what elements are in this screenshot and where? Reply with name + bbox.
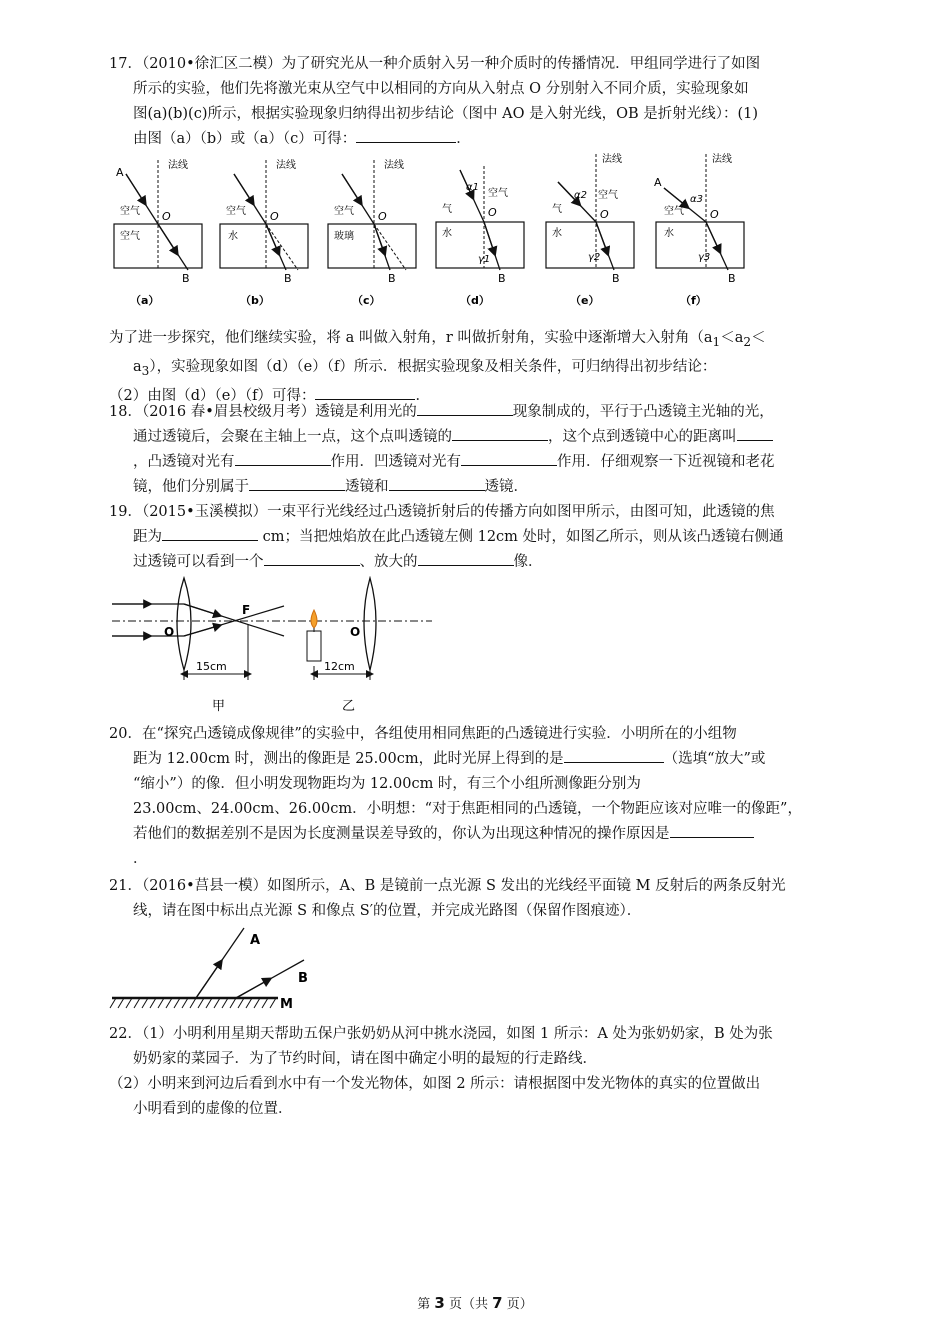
answer-blank[interactable] (235, 451, 331, 466)
answer-blank[interactable] (162, 526, 258, 541)
medium-bottom-label: 空气 (120, 231, 140, 242)
q21-line: 线，请在图中标出点光源 S 和像点 S′的位置，并完成光路图（保留作图痕迹）． (133, 903, 642, 919)
q17-line: 所示的实验，他们先将激光束从空气中以相同的方向从入射点 O 分别射入不同介质，实验现象如 (133, 81, 749, 97)
q18-line: 通过透镜后，会聚在主轴上一点，这个点叫透镜的 ，这个点到透镜中心的距离叫 (109, 425, 844, 450)
answer-blank[interactable] (564, 748, 664, 763)
q17-line: 由图（a）（b）或（a）（c）可得： ． (109, 127, 844, 152)
label-A: A (250, 933, 261, 948)
figure-d (436, 166, 524, 307)
total-pages: 7 (492, 1294, 503, 1312)
question-18 (109, 400, 844, 500)
page-number: 3 (434, 1294, 445, 1312)
center-O-label: O (164, 625, 175, 639)
q20-line: “缩小”）的像．但小明发现物距均为 12.00cm 时，有三个小组所测像距分别为 (133, 776, 641, 792)
gamma3-label: γ3 (698, 252, 711, 263)
caption-d: （d） (460, 294, 490, 307)
answer-blank[interactable] (315, 385, 415, 400)
q19-line: 过透镜可以看到一个 、放大的 像． (109, 550, 844, 575)
q22-line: 22．（1）小明利用星期天帮助五保户张奶奶从河中挑水浇园，如图 1 所示：A 处为张奶奶家，B 处为张 (109, 1026, 773, 1042)
answer-blank[interactable] (452, 426, 548, 441)
question-22 (109, 1022, 844, 1122)
medium-bottom-label: 水 (552, 228, 562, 239)
point-O-label: O (162, 210, 171, 223)
normal-label: 法线 (602, 154, 622, 165)
answer-blank[interactable] (461, 451, 557, 466)
label-B: B (498, 272, 506, 285)
caption-e: （e） (570, 294, 600, 307)
q19-line: 距为 cm；当把烛焰放在此凸透镜左侧 12cm 处时，如图乙所示，则从该凸透镜右侧通 (109, 525, 844, 550)
answer-blank[interactable] (737, 426, 773, 441)
medium-top-label: 空气 (120, 206, 140, 217)
alpha2-label: α2 (574, 190, 587, 201)
caption-jia: 甲 (212, 699, 226, 714)
normal-label: 法线 (384, 160, 404, 171)
answer-blank[interactable] (249, 476, 345, 491)
q17-line: （2）由图（d）（e）（f）可得： ． (109, 384, 844, 409)
page-footer: 第 3 页（共 7 页） (417, 1294, 533, 1312)
normal-label: 法线 (168, 160, 188, 171)
medium-top-label: 空气 (598, 190, 618, 201)
answer-blank[interactable] (389, 476, 485, 491)
medium-bottom-label: 水 (442, 228, 452, 239)
air-short-label: 气 (552, 204, 562, 215)
answer-blank[interactable] (417, 401, 513, 416)
medium-top-label: 空气 (488, 188, 508, 199)
caption-b: （b） (240, 294, 270, 307)
q18-line: 镜，他们分别属于 透镜和 透镜． (109, 475, 844, 500)
caption-a: （a） (130, 294, 160, 307)
distance-15cm: 15cm (196, 660, 227, 673)
q22-line: 奶奶家的菜园子．为了节约时间，请在图中确定小明的最短的行走路线． (133, 1051, 597, 1067)
medium-top-label: 空气 (226, 206, 246, 217)
label-A: A (116, 166, 124, 179)
air-short-label: 气 (442, 204, 452, 215)
label-B: B (728, 272, 736, 285)
answer-blank[interactable] (418, 551, 514, 566)
question-21 (109, 874, 844, 924)
label-B: B (612, 272, 620, 285)
label-B: B (284, 272, 292, 285)
answer-blank[interactable] (670, 823, 754, 838)
q20-line: ． (133, 851, 148, 867)
mirror-figure (108, 920, 328, 1020)
figure-c (328, 158, 416, 307)
label-A: A (654, 176, 662, 189)
caption-c: （c） (352, 294, 381, 307)
medium-bottom-label: 水 (664, 228, 674, 239)
alpha3-label: α3 (690, 194, 703, 205)
lens-figures (108, 576, 438, 716)
center-O-label: O (350, 625, 361, 639)
q20-line: 若他们的数据差别不是因为长度测量误差导致的，你认为出现这种情况的操作原因是 (109, 822, 844, 847)
label-M: M (280, 997, 293, 1012)
question-19 (109, 500, 844, 575)
gamma2-label: γ2 (588, 252, 601, 263)
answer-blank[interactable] (264, 551, 360, 566)
medium-bottom-label: 玻璃 (334, 231, 354, 242)
q18-line: ，凸透镜对光有 作用．凹透镜对光有 作用．仔细观察一下近视镜和老花 (109, 450, 844, 475)
normal-label: 法线 (276, 160, 296, 171)
gamma1-label: γ1 (478, 254, 491, 265)
figure-b (220, 158, 308, 307)
caption-f: （f） (680, 294, 707, 307)
point-O-label: O (378, 210, 387, 223)
q21-line: 21．（2016•莒县一模）如图所示，A、B 是镜前一点光源 S 发出的光线经平面镜 M 反射后的两条反射光 (109, 878, 786, 894)
label-B: B (388, 272, 396, 285)
focus-F-label: F (242, 603, 251, 617)
question-20 (109, 722, 844, 872)
medium-top-label: 空气 (334, 206, 354, 217)
q20-line: 20．在“探究凸透镜成像规律”的实验中，各组使用相同焦距的凸透镜进行实验．小明所在的小组物 (109, 726, 737, 742)
point-O-label: O (488, 206, 497, 219)
figure-a (114, 158, 202, 307)
normal-label: 法线 (712, 154, 732, 165)
figure-f (654, 152, 744, 307)
alpha1-label: α1 (466, 182, 479, 193)
question-17-part2 (109, 326, 844, 409)
q18-line: 18．（2016 春•眉县校级月考）透镜是利用光的 现象制成的，平行于凸透镜主光轴的光， (109, 400, 844, 425)
air-short-label: 空气 (664, 206, 684, 217)
q19-line: 19．（2015•玉溪模拟）一束平行光线经过凸透镜折射后的传播方向如图甲所示，由图可知，此透镜的焦 (109, 504, 775, 520)
q17-line: 17．（2010•徐汇区二模）为了研究光从一种介质射入另一种介质时的传播情况．甲组同学进行了如图 (109, 56, 761, 72)
point-O-label: O (270, 210, 279, 223)
question-17 (109, 52, 844, 152)
q17-line: 图(a)(b)(c)所示，根据实验现象归纳得出初步结论（图中 AO 是入射光线，OB 是折射光线）：(1) (133, 106, 759, 122)
figure-e (546, 152, 634, 307)
q17-line: 为了进一步探究，他们继续实验，将 a 叫做入射角，r 叫做折射角，实验中逐渐增大入射角（$a_1<a_2<$ (109, 330, 766, 349)
q20-line: 距为 12.00cm 时，测出的像距是 25.00cm，此时光屏上得到的是 （选填“放大”或 (109, 747, 844, 772)
figure-jia (112, 578, 296, 714)
q20-line: 23.00cm、24.00cm、26.00cm．小明想：“对于焦距相同的凸透镜，一个物距应该对应唯一的像距”， (133, 801, 802, 817)
distance-12cm: 12cm (324, 660, 355, 673)
figure-yi (298, 578, 432, 714)
refraction-figures (108, 152, 760, 312)
q22-line: 小明看到的虚像的位置． (133, 1101, 293, 1117)
label-B: B (298, 971, 308, 986)
label-B: B (182, 272, 190, 285)
q22-line: （2）小明来到河边后看到水中有一个发光物体，如图 2 所示：请根据图中发光物体的真实的位置做出 (109, 1076, 761, 1092)
point-O-label: O (600, 208, 609, 221)
answer-blank[interactable] (356, 128, 456, 143)
q17-line: $a_3$），实验现象如图（d）（e）（f）所示．根据实验现象及相关条件，可归纳得出初步结论： (133, 358, 717, 378)
point-O-label: O (710, 208, 719, 221)
caption-yi: 乙 (342, 699, 356, 714)
medium-bottom-label: 水 (228, 231, 238, 242)
